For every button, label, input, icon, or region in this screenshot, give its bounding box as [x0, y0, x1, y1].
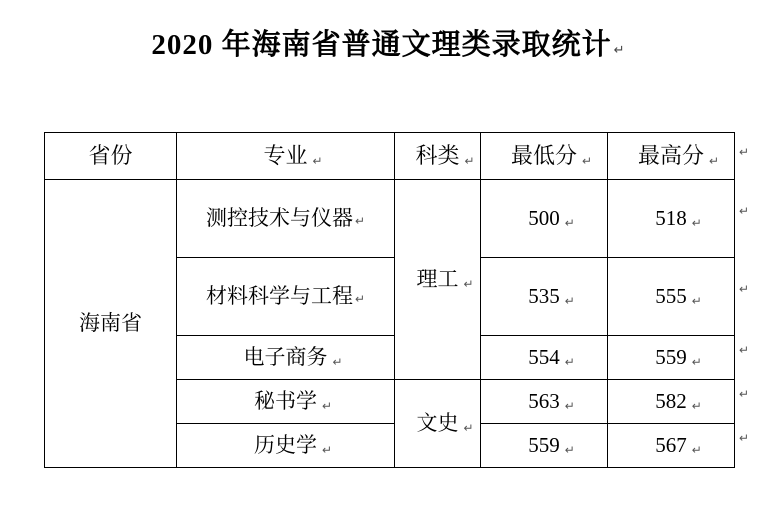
header-label: 最低分 — [510, 142, 577, 168]
row-end-mark: ↵ — [739, 145, 750, 159]
paragraph-mark-icon: ↵ — [564, 354, 575, 369]
major-value: 历史学 — [254, 433, 317, 458]
cell-type-science — [395, 180, 481, 380]
document-page — [0, 22, 776, 510]
min-score-wrap — [528, 432, 575, 459]
min-score-wrap — [528, 344, 575, 371]
column-header-min-score — [481, 133, 608, 180]
min-score-value: 563 — [528, 389, 560, 414]
paragraph-mark-icon: ↵ — [691, 293, 702, 308]
paragraph-mark-icon: ↵ — [354, 291, 366, 306]
max-score-wrap — [655, 388, 702, 415]
recruitment-stats-table — [44, 132, 735, 468]
min-score-value: 554 — [528, 345, 560, 370]
cell-max-score — [608, 180, 735, 258]
paragraph-mark-icon: ↵ — [613, 42, 625, 57]
major-value: 材料科学与工程 — [205, 283, 353, 308]
min-score-wrap — [528, 205, 575, 232]
type-value: 文史 — [416, 411, 459, 436]
header-label-wrap — [637, 142, 719, 170]
province-value: 海南省 — [79, 311, 142, 336]
cell-major — [177, 258, 395, 336]
paragraph-mark-icon: ↵ — [464, 153, 475, 168]
paragraph-mark-icon: ↵ — [708, 153, 719, 168]
type-value-wrap — [416, 266, 474, 293]
cell-type-liberal-arts — [395, 380, 481, 468]
max-score-value: 567 — [655, 433, 687, 458]
paragraph-mark-icon: ↵ — [312, 153, 323, 168]
major-value-wrap — [254, 388, 332, 415]
min-score-value: 535 — [528, 284, 560, 309]
row-end-mark: ↵ — [739, 387, 750, 401]
cell-min-score — [481, 380, 608, 424]
paragraph-mark-icon: ↵ — [564, 442, 575, 457]
max-score-value: 518 — [655, 206, 687, 231]
max-score-value: 582 — [655, 389, 687, 414]
max-score-wrap — [655, 205, 702, 232]
cell-major — [177, 424, 395, 468]
major-value: 测控技术与仪器 — [205, 205, 353, 230]
cell-min-score — [481, 336, 608, 380]
cell-max-score — [608, 258, 735, 336]
major-value-wrap — [254, 432, 332, 459]
cell-max-score — [608, 336, 735, 380]
type-value-wrap — [416, 410, 474, 437]
cell-province — [45, 180, 177, 468]
paragraph-mark-icon: ↵ — [581, 153, 592, 168]
title-row — [0, 22, 776, 63]
paragraph-mark-icon: ↵ — [354, 213, 366, 228]
major-value: 秘书学 — [254, 389, 317, 414]
paragraph-mark-icon: ↵ — [564, 293, 575, 308]
cell-max-score — [608, 424, 735, 468]
min-score-value: 500 — [528, 206, 560, 231]
major-value-wrap — [206, 205, 365, 232]
major-value-wrap — [243, 344, 343, 371]
row-end-mark: ↵ — [739, 343, 750, 357]
max-score-wrap — [655, 432, 702, 459]
header-label: 专业 — [263, 142, 308, 168]
paragraph-mark-icon: ↵ — [691, 442, 702, 457]
header-label-wrap — [510, 142, 592, 170]
max-score-wrap — [655, 283, 702, 310]
cell-major — [177, 336, 395, 380]
column-header-max-score — [608, 133, 735, 180]
paragraph-mark-icon: ↵ — [321, 398, 332, 413]
header-label: 科类 — [415, 142, 460, 168]
major-value-wrap — [206, 283, 365, 310]
cell-min-score — [481, 424, 608, 468]
page-title: 2020 年海南省普通文理类录取统计 — [151, 29, 612, 61]
cell-min-score — [481, 180, 608, 258]
row-end-mark: ↵ — [739, 282, 750, 296]
cell-min-score — [481, 258, 608, 336]
max-score-value: 559 — [655, 345, 687, 370]
paragraph-mark-icon: ↵ — [691, 398, 702, 413]
paragraph-mark-icon: ↵ — [691, 215, 702, 230]
row-end-mark: ↵ — [739, 204, 750, 218]
max-score-wrap — [655, 344, 702, 371]
header-label-wrap — [263, 142, 323, 170]
major-value: 电子商务 — [243, 345, 328, 370]
header-label: 最高分 — [637, 142, 704, 168]
paragraph-mark-icon: ↵ — [691, 354, 702, 369]
column-header-type — [395, 133, 481, 180]
min-score-wrap — [528, 388, 575, 415]
stats-table-container — [44, 132, 734, 468]
min-score-value: 559 — [528, 433, 560, 458]
column-header-province — [45, 133, 177, 180]
row-end-marks — [736, 132, 766, 460]
cell-max-score — [608, 380, 735, 424]
paragraph-mark-icon: ↵ — [564, 215, 575, 230]
header-label-wrap — [415, 142, 475, 170]
row-end-mark: ↵ — [739, 431, 750, 445]
cell-major — [177, 380, 395, 424]
min-score-wrap — [528, 283, 575, 310]
max-score-value: 555 — [655, 284, 687, 309]
paragraph-mark-icon: ↵ — [564, 398, 575, 413]
column-header-major — [177, 133, 395, 180]
cell-major — [177, 180, 395, 258]
paragraph-mark-icon: ↵ — [332, 354, 343, 369]
table-header-row — [45, 133, 735, 180]
paragraph-mark-icon: ↵ — [321, 442, 332, 457]
header-label: 省份 — [88, 142, 133, 168]
paragraph-mark-icon: ↵ — [463, 276, 474, 291]
table-row — [45, 180, 735, 258]
paragraph-mark-icon: ↵ — [463, 420, 474, 435]
type-value: 理工 — [416, 267, 459, 292]
